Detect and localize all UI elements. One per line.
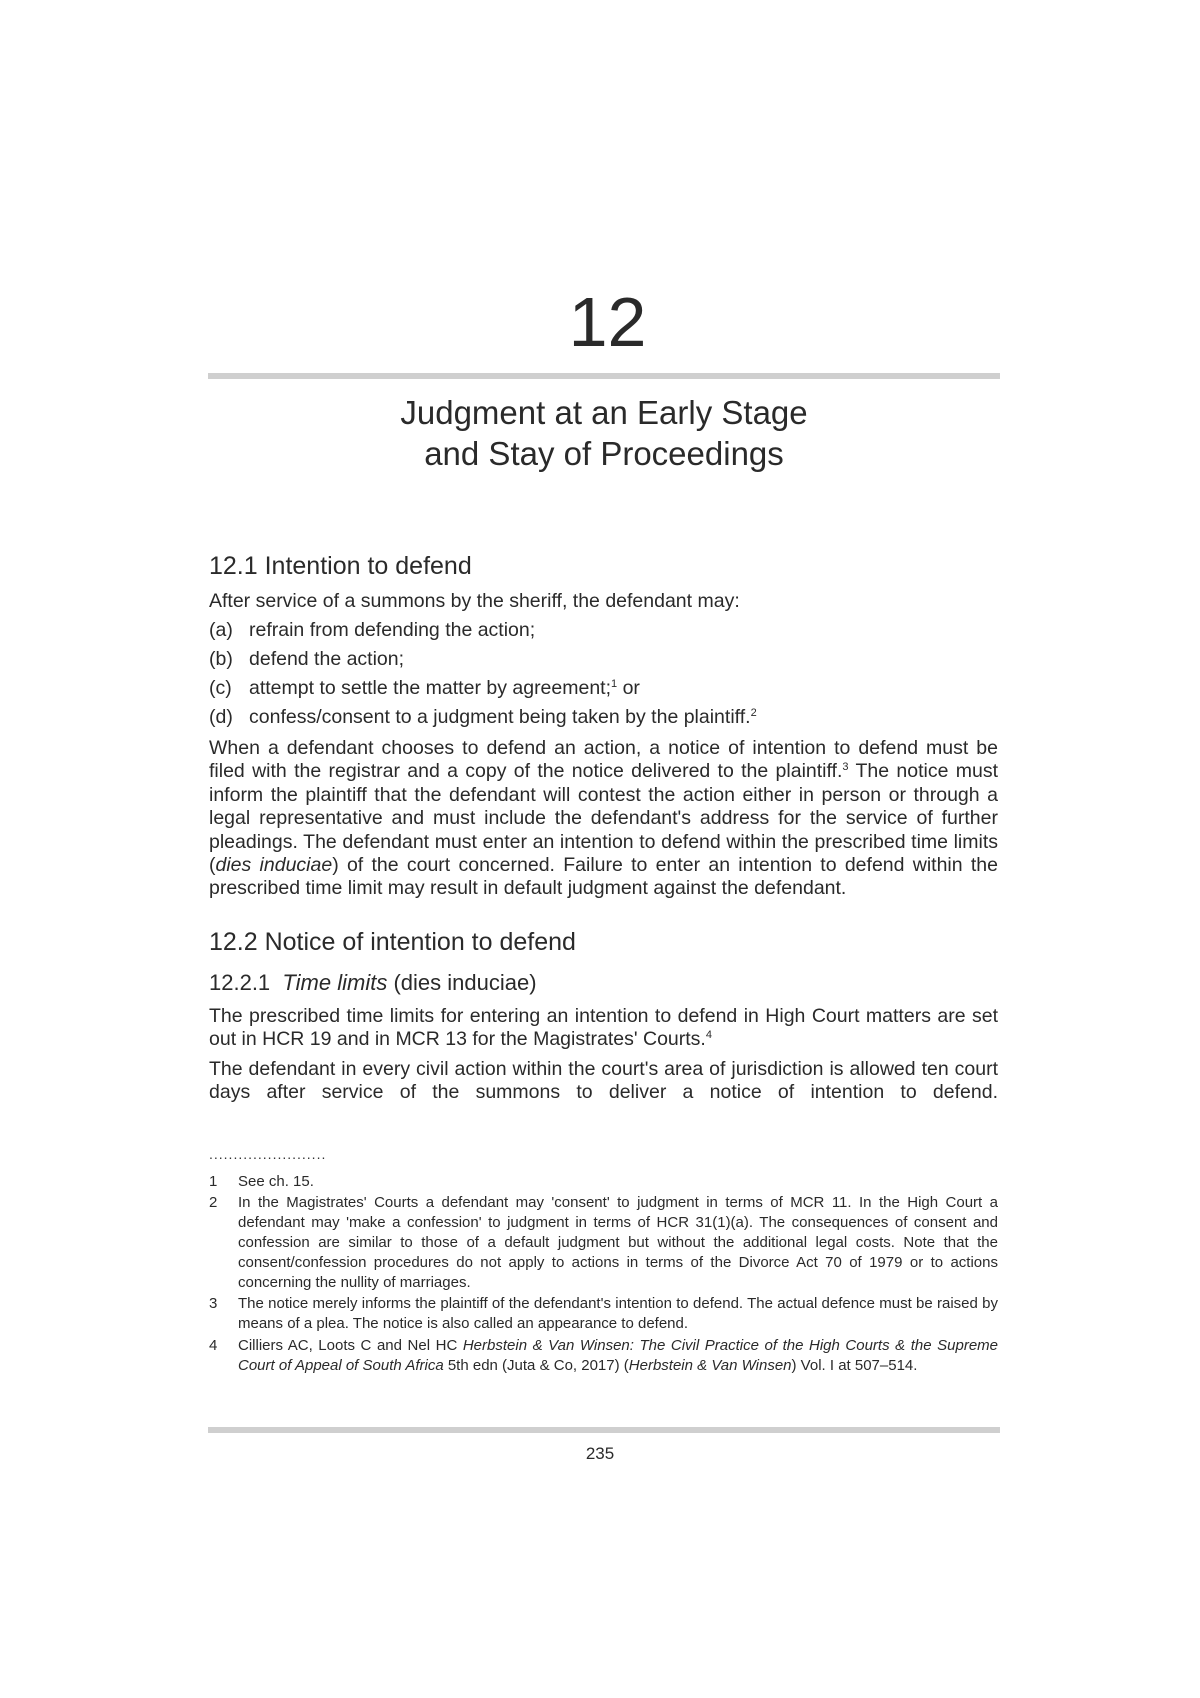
page-number: 235 [585, 1444, 615, 1463]
chapter-title-line-2: and Stay of Proceedings [424, 435, 784, 472]
footnote-italic: Herbstein & Van Winsen [628, 1357, 792, 1374]
paragraph-italic: dies induciae [215, 854, 333, 877]
footnote-number: 4 [209, 1337, 218, 1354]
footnote-ref: 2 [750, 707, 757, 719]
chapter-title-line-1: Judgment at an Early Stage [400, 394, 808, 431]
footnote-text: In the Magistrates' Courts a defendant may 'consent' to judgment in terms of MCR 11. In the High Court a defendant may 'make a confession' to judgment in terms of HCR 31(1)(a). The consequences of consent and confession are similar to those of a default judgment but without the additional legal costs. Note that the consent/confession procedures do not apply to actions in terms of the Divorce Act 70 of 1979 or to actions concerning the nullity of marriages. [238, 1194, 998, 1291]
footnote-text-part: Cilliers AC, Loots C and Nel HC [238, 1337, 463, 1354]
paragraph-text: The notice must inform the plaintiff that the defendant will contest the action either in person or through a legal representative and must include the defendant's address for the service of further pleadings. The defendant must enter an intention to defend within the prescribed time limits ( [209, 760, 998, 877]
footnote-ref: 4 [705, 1029, 712, 1042]
footnote-text [238, 1336, 998, 1376]
footnote-3 [209, 1294, 998, 1334]
list-item-text: confess/consent to a judgment being taken by the plaintiff. [249, 706, 751, 728]
list-item-text: refrain from defending the action; [249, 619, 536, 641]
section-12-2-paragraph-1 [209, 1005, 998, 1052]
subsection-heading-12-2-1 [209, 970, 537, 996]
list-item-label: (d) [209, 706, 233, 728]
footnote-4 [209, 1336, 998, 1376]
footnote-ref: 3 [842, 761, 849, 774]
footnote-italic: Herbstein & Van Winsen: The Civil Practice of the High Courts & the Supreme Court of Appeal of South Africa [238, 1337, 999, 1374]
list-item-text-after: or [617, 677, 640, 699]
list-item-a [209, 619, 535, 642]
subsection-title-italic: Time limits [282, 970, 388, 995]
subsection-number: 12.2.1 [209, 970, 271, 995]
list-item-b [209, 648, 404, 671]
footer-rule [208, 1427, 1000, 1433]
chapter-rule-top [208, 373, 1000, 379]
chapter-title [208, 392, 1000, 474]
subsection-title-rest: (dies induciae) [387, 970, 537, 995]
section-heading-12-1: 12.1 Intention to defend [209, 552, 472, 580]
list-item-text: attempt to settle the matter by agreement; [249, 677, 612, 699]
list-item-d [209, 706, 757, 729]
footnote-text: The notice merely informs the plaintiff of the defendant's intention to defend. The actual defence must be raised by means of a plea. The notice is also called an appearance to defend. [238, 1295, 998, 1332]
paragraph-text: When a defendant chooses to defend an action, a notice of intention to defend must be filed with the registrar and a copy of the notice delivered to the plaintiff. [209, 737, 998, 783]
footnote-2 [209, 1193, 998, 1293]
footnote-1 [209, 1172, 998, 1192]
paragraph-text: ) of the court concerned. Failure to enter an intention to defend within the prescribed time limit may result in default judgment against the defendant. [209, 854, 998, 900]
list-item-text: defend the action; [249, 648, 405, 670]
section-12-2-paragraph-2: The defendant in every civil action within the court's area of jurisdiction is allowed ten court days after service of the summons to deliver a notice of intention to defend. [209, 1058, 998, 1104]
paragraph-text: The prescribed time limits for entering an intention to defend in High Court matters are set out in HCR 19 and in MCR 13 for the Magistrates' Courts. [209, 1005, 998, 1051]
footnote-ref: 1 [611, 678, 618, 690]
list-item-label: (a) [209, 619, 233, 641]
section-12-1-paragraph [209, 737, 998, 901]
footnote-number: 3 [209, 1295, 218, 1312]
list-item-label: (c) [209, 677, 232, 699]
section-12-1-intro: After service of a summons by the sheriff, the defendant may: [209, 590, 740, 612]
footnote-text-part: ) Vol. I at 507–514. [791, 1357, 918, 1374]
section-heading-12-2: 12.2 Notice of intention to defend [209, 928, 576, 956]
footnote-number: 2 [209, 1194, 218, 1211]
list-item-c [209, 677, 640, 700]
footnote-text: See ch. 15. [238, 1173, 314, 1190]
footnote-number: 1 [209, 1173, 218, 1190]
chapter-number: 12 [568, 283, 647, 361]
list-item-label: (b) [209, 648, 233, 670]
footnote-text-part: 5th edn (Juta & Co, 2017) ( [443, 1357, 629, 1374]
footnote-separator: ........................ [209, 1146, 327, 1162]
